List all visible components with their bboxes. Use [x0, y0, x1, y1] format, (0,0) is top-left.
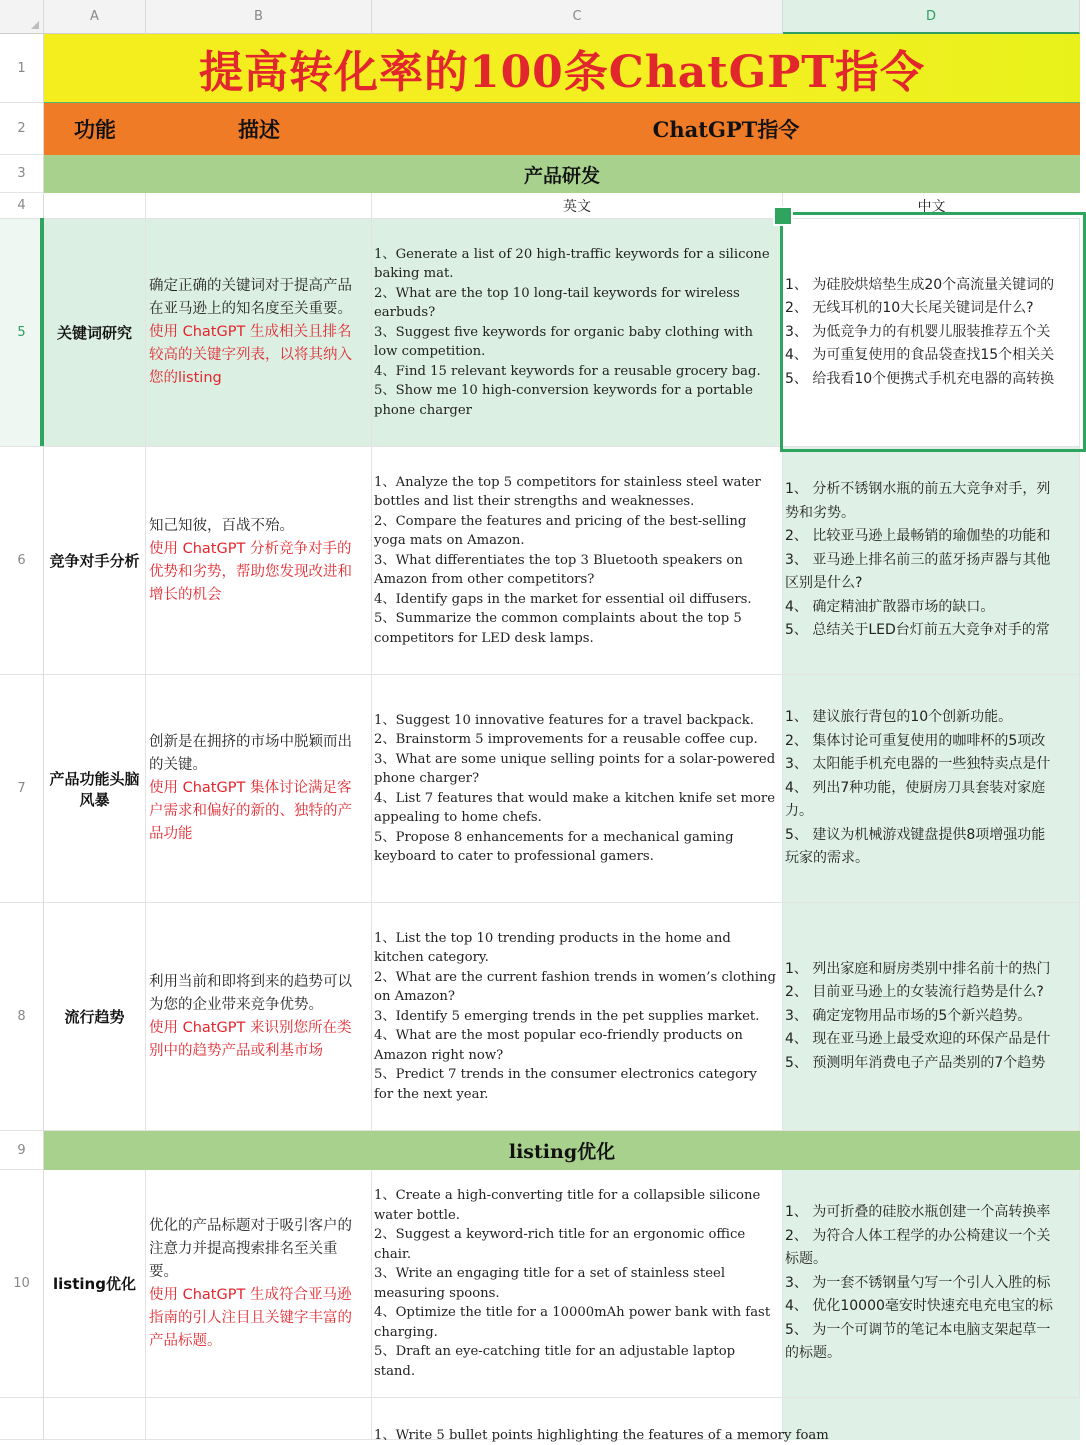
chinese-prompts-cell[interactable]: [783, 903, 1080, 1131]
english-prompts-cell[interactable]: [372, 1398, 783, 1440]
row-header-6[interactable]: 6: [0, 447, 44, 675]
row-header-1[interactable]: 1: [0, 34, 44, 103]
prompt-zh: 1、 为可折叠的硅胶水瓶创建一个高转换率: [785, 1201, 1053, 1225]
prompt-en: 5、Predict 7 trends in the consumer electronics category for the next year.: [374, 1065, 778, 1104]
prompt-zh: 4、 为可重复使用的食品袋查找15个相关关: [785, 344, 1054, 368]
prompt-zh: 2、 集体讨论可重复使用的咖啡杯的5项改: [785, 730, 1050, 754]
function-cell[interactable]: 流行趋势: [44, 903, 146, 1131]
prompt-zh: 4、 确定精油扩散器市场的缺口。: [785, 596, 1050, 620]
function-cell[interactable]: 竞争对手分析: [44, 447, 146, 675]
prompt-zh: 2、 无线耳机的10大长尾关键词是什么?: [785, 297, 1054, 321]
description-highlight: 使用 ChatGPT 分析竞争对手的优势和劣势，帮助您发现改进和增长的机会: [149, 541, 352, 603]
header-row: [44, 103, 1080, 155]
prompt-en: 2、What are the current fashion trends in women’s clothing on Amazon?: [374, 968, 778, 1007]
prompt-en: 1、Suggest 10 innovative features for a travel backpack.: [374, 711, 778, 731]
prompt-en: 2、What are the top 10 long-tail keywords for wireless earbuds?: [374, 284, 778, 323]
prompt-zh: 1、 列出家庭和厨房类别中排名前十的热门: [785, 958, 1050, 982]
prompt-zh: 的标题。: [785, 1342, 1053, 1366]
prompt-en: 1、Analyze the top 5 competitors for stainless steel water bottles and list their strengths and weaknesses.: [374, 473, 778, 512]
prompt-zh: 4、 列出7种功能，使厨房刀具套装对家庭: [785, 777, 1050, 801]
prompt-zh: 3、 为一套不锈钢量勺写一个引人入胜的标: [785, 1272, 1053, 1296]
section-listing[interactable]: listing优化: [44, 1131, 1080, 1170]
description-cell[interactable]: [146, 1398, 372, 1440]
prompt-en: 1、List the top 10 trending products in the home and kitchen category.: [374, 929, 778, 968]
subheader-empty-a[interactable]: [44, 193, 146, 219]
prompt-en: 3、Identify 5 emerging trends in the pet supplies market.: [374, 1007, 778, 1027]
chinese-prompts-cell[interactable]: [783, 675, 1080, 903]
prompt-zh: 1、 为硅胶烘焙垫生成20个高流量关键词的: [785, 274, 1054, 298]
prompt-zh: 4、 现在亚马逊上最受欢迎的环保产品是什: [785, 1028, 1050, 1052]
description-text: 确定正确的关键词对于提高产品在亚马逊上的知名度至关重要。: [149, 278, 352, 317]
description-text: 知己知彼，百战不殆。: [149, 518, 294, 534]
column-header-a[interactable]: A: [44, 0, 146, 34]
header-function[interactable]: 功能: [44, 103, 146, 155]
prompt-zh: 5、 建议为机械游戏键盘提供8项增强功能: [785, 824, 1050, 848]
prompt-en: 2、Suggest a keyword-rich title for an ergonomic office chair.: [374, 1225, 778, 1264]
english-prompts-cell[interactable]: [372, 219, 783, 447]
description-cell[interactable]: [146, 675, 372, 903]
subheader-empty-b[interactable]: [146, 193, 372, 219]
row-header-9[interactable]: 9: [0, 1131, 44, 1170]
chinese-prompts-cell[interactable]: [783, 447, 1080, 675]
prompt-zh: 2、 为符合人体工程学的办公椅建议一个关: [785, 1225, 1053, 1249]
description-highlight: 使用 ChatGPT 集体讨论满足客户需求和偏好的新的、独特的产品功能: [149, 780, 352, 842]
subheader-en[interactable]: 英文: [372, 193, 783, 219]
prompt-zh: 2、 目前亚马逊上的女装流行趋势是什么?: [785, 981, 1050, 1005]
prompt-zh: 标题。: [785, 1248, 1053, 1272]
prompt-en: 3、What are some unique selling points for a solar-powered phone charger?: [374, 750, 778, 789]
prompt-zh: 3、 为低竞争力的有机婴儿服装推荐五个关: [785, 321, 1054, 345]
prompt-en: 2、Compare the features and pricing of the best-selling yoga mats on Amazon.: [374, 512, 778, 551]
header-prompts[interactable]: ChatGPT指令: [372, 103, 1080, 155]
row-header-5[interactable]: 5: [0, 219, 44, 447]
row-header-8[interactable]: 8: [0, 903, 44, 1131]
prompt-zh: 5、 给我看10个便携式手机充电器的高转换: [785, 368, 1054, 392]
function-cell[interactable]: 产品功能头脑风暴: [44, 675, 146, 903]
prompt-zh: 5、 总结关于LED台灯前五大竞争对手的常: [785, 619, 1050, 643]
prompt-zh: 1、 建议旅行背包的10个创新功能。: [785, 706, 1050, 730]
prompt-en: 4、Optimize the title for a 10000mAh power bank with fast charging.: [374, 1303, 778, 1342]
prompt-en: 5、Summarize the common complaints about the top 5 competitors for LED desk lamps.: [374, 609, 778, 648]
header-description[interactable]: 描述: [146, 103, 372, 155]
row-header-11[interactable]: [0, 1398, 44, 1440]
prompt-zh: 势和劣势。: [785, 502, 1050, 526]
prompt-zh: 4、 优化10000毫安时快速充电充电宝的标: [785, 1295, 1053, 1319]
prompt-en: 3、What differentiates the top 3 Bluetooth speakers on Amazon from other competitors?: [374, 551, 778, 590]
prompt-en: 3、Suggest five keywords for organic baby clothing with low competition.: [374, 323, 778, 362]
function-cell[interactable]: 关键词研究: [44, 219, 146, 447]
row-selection-bar: [40, 218, 44, 446]
row-header-3[interactable]: 3: [0, 155, 44, 193]
description-cell[interactable]: [146, 903, 372, 1131]
row-header-10[interactable]: 10: [0, 1170, 44, 1398]
prompt-zh: 力。: [785, 800, 1050, 824]
prompt-zh: 5、 预测明年消费电子产品类别的7个趋势: [785, 1052, 1050, 1076]
subheader-zh[interactable]: 中文: [783, 193, 1080, 219]
selection-handle[interactable]: [773, 206, 793, 226]
description-cell[interactable]: [146, 219, 372, 447]
select-all-corner[interactable]: [0, 0, 44, 34]
prompt-en: 5、Draft an eye-catching title for an adjustable laptop stand.: [374, 1342, 778, 1381]
prompt-en: 3、Write an engaging title for a set of stainless steel measuring spoons.: [374, 1264, 778, 1303]
section-product-dev[interactable]: 产品研发: [44, 155, 1080, 193]
description-highlight: 使用 ChatGPT 生成符合亚马逊指南的引人注目且关键字丰富的产品标题。: [149, 1287, 352, 1349]
prompt-en: 2、Brainstorm 5 improvements for a reusable coffee cup.: [374, 730, 778, 750]
english-prompts-cell[interactable]: [372, 675, 783, 903]
description-text: 优化的产品标题对于吸引客户的注意力并提高搜索排名至关重要。: [149, 1218, 352, 1280]
description-highlight: 使用 ChatGPT 来识别您所在类别中的趋势产品或利基市场: [149, 1020, 351, 1059]
prompt-zh: 5、 为一个可调节的笔记本电脑支架起草一: [785, 1319, 1053, 1343]
row-header-7[interactable]: 7: [0, 675, 44, 903]
description-highlight: 使用 ChatGPT 生成相关且排名较高的关键字列表，以将其纳入您的listing: [149, 324, 352, 386]
english-prompts-cell[interactable]: [372, 903, 783, 1131]
column-header-d[interactable]: D: [783, 0, 1080, 34]
row-header-2[interactable]: 2: [0, 103, 44, 155]
cell-selection-box[interactable]: [780, 212, 1086, 452]
prompt-zh: 3、 太阳能手机充电器的一些独特卖点是什: [785, 753, 1050, 777]
column-header-c[interactable]: C: [372, 0, 783, 34]
row-header-4[interactable]: 4: [0, 193, 44, 219]
prompt-en: 4、List 7 features that would make a kitchen knife set more appealing to home chefs.: [374, 789, 778, 828]
prompt-zh: 3、 确定宠物用品市场的5个新兴趋势。: [785, 1005, 1050, 1029]
prompt-en: 4、Find 15 relevant keywords for a reusable grocery bag.: [374, 362, 778, 382]
function-cell[interactable]: listing优化: [44, 1170, 146, 1398]
prompt-zh: 2、 比较亚马逊上最畅销的瑜伽垫的功能和: [785, 525, 1050, 549]
prompt-zh: 玩家的需求。: [785, 847, 1050, 871]
prompt-zh: 区别是什么?: [785, 572, 1050, 596]
prompt-en: 1、Generate a list of 20 high-traffic keywords for a silicone baking mat.: [374, 245, 778, 284]
english-prompts-cell[interactable]: [372, 447, 783, 675]
description-text: 利用当前和即将到来的趋势可以为您的企业带来竞争优势。: [149, 974, 352, 1013]
prompt-en: 5、Propose 8 enhancements for a mechanical gaming keyboard to cater to professional gamers.: [374, 828, 778, 867]
prompt-en: 1、Write 5 bullet points highlighting the features of a memory foam: [374, 1426, 829, 1445]
sheet-title[interactable]: 提高转化率的100条ChatGPT指令: [44, 34, 1080, 104]
english-prompts-cell[interactable]: [372, 1170, 783, 1398]
prompt-en: 4、What are the most popular eco-friendly products on Amazon right now?: [374, 1026, 778, 1065]
description-cell[interactable]: [146, 447, 372, 675]
prompt-zh: 3、 亚马逊上排名前三的蓝牙扬声器与其他: [785, 549, 1050, 573]
prompt-en: 4、Identify gaps in the market for essential oil diffusers.: [374, 590, 778, 610]
column-header-b[interactable]: B: [146, 0, 372, 34]
chinese-prompts-cell[interactable]: [783, 1170, 1080, 1398]
prompt-zh: 1、 分析不锈钢水瓶的前五大竞争对手，列: [785, 478, 1050, 502]
description-text: 创新是在拥挤的市场中脱颖而出的关键。: [149, 734, 352, 773]
prompt-en: 5、Show me 10 high-conversion keywords for a portable phone charger: [374, 381, 778, 420]
prompt-en: 1、Create a high-converting title for a collapsible silicone water bottle.: [374, 1186, 778, 1225]
function-cell[interactable]: [44, 1398, 146, 1440]
description-cell[interactable]: [146, 1170, 372, 1398]
